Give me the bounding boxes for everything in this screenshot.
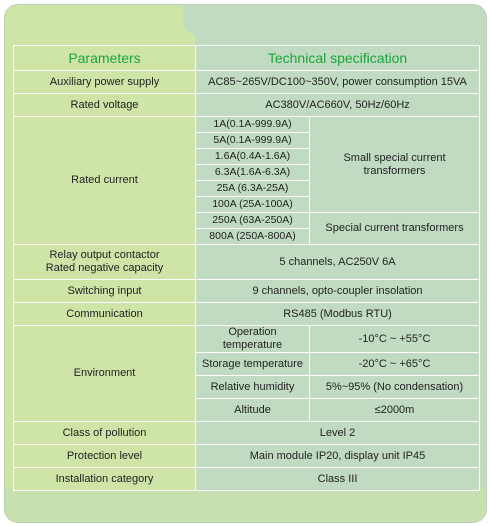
header-tab-notch (183, 5, 203, 35)
current-range-value: 1.6A(0.4A-1.6A) (196, 149, 310, 165)
switching-input-value: 9 channels, opto-coupler insolation (196, 280, 480, 303)
parameters-header: Parameters (14, 46, 196, 71)
card-bottom-band (5, 488, 486, 522)
switching-input-label: Switching input (14, 280, 196, 303)
table-row (14, 71, 480, 94)
environment-item-value: -10°C ~ +55°C (310, 326, 480, 353)
rated-voltage-label: Rated voltage (14, 94, 196, 117)
relay-output-value: 5 channels, AC250V 6A (196, 245, 480, 280)
table-row (14, 117, 480, 133)
environment-item-name: Altitude (196, 399, 310, 422)
relay-output-label-line2: Rated negative capacity (45, 262, 164, 274)
table-header-row (14, 46, 480, 71)
pollution-class-value: Level 2 (196, 422, 480, 445)
table-row (14, 326, 480, 353)
environment-item-name: Storage temperature (196, 353, 310, 376)
spec-card (4, 4, 487, 523)
environment-item-name: Relative humidity (196, 376, 310, 399)
relay-output-label-line1: Relay output contactor (49, 249, 160, 261)
table-row (14, 468, 480, 491)
table-row (14, 94, 480, 117)
current-range-value: 250A (63A-250A) (196, 213, 310, 229)
environment-item-name: Operation temperature (196, 326, 310, 353)
aux-power-label: Auxiliary power supply (14, 71, 196, 94)
rated-voltage-value: AC380V/AC660V, 50Hz/60Hz (196, 94, 480, 117)
relay-output-label (14, 245, 196, 280)
aux-power-value: AC85~265V/DC100~350V, power consumption 15VA (196, 71, 480, 94)
table-row (14, 422, 480, 445)
installation-category-label: Installation category (14, 468, 196, 491)
current-range-value: 25A (6.3A-25A) (196, 181, 310, 197)
current-range-value: 100A (25A-100A) (196, 197, 310, 213)
protection-level-label: Protection level (14, 445, 196, 468)
current-range-value: 1A(0.1A-999.9A) (196, 117, 310, 133)
environment-label: Environment (14, 326, 196, 422)
communication-value: RS485 (Modbus RTU) (196, 303, 480, 326)
table-row (14, 245, 480, 280)
specification-table (13, 45, 480, 491)
header-tab (5, 5, 195, 45)
environment-item-value: 5%~95% (No condensation) (310, 376, 480, 399)
communication-label: Communication (14, 303, 196, 326)
environment-item-value: ≤2000m (310, 399, 480, 422)
technical-specification-header: Technical specification (196, 46, 480, 71)
rated-current-label: Rated current (14, 117, 196, 245)
special-ct-label: Special current transformers (310, 213, 480, 245)
table-row (14, 280, 480, 303)
table-row (14, 445, 480, 468)
pollution-class-label: Class of pollution (14, 422, 196, 445)
protection-level-value: Main module IP20, display unit IP45 (196, 445, 480, 468)
small-ct-label: Small special current transformers (310, 117, 480, 213)
table-row (14, 303, 480, 326)
current-range-value: 5A(0.1A-999.9A) (196, 133, 310, 149)
installation-category-value: Class III (196, 468, 480, 491)
environment-item-value: -20°C ~ +65°C (310, 353, 480, 376)
current-range-value: 6.3A(1.6A-6.3A) (196, 165, 310, 181)
current-range-value: 800A (250A-800A) (196, 229, 310, 245)
